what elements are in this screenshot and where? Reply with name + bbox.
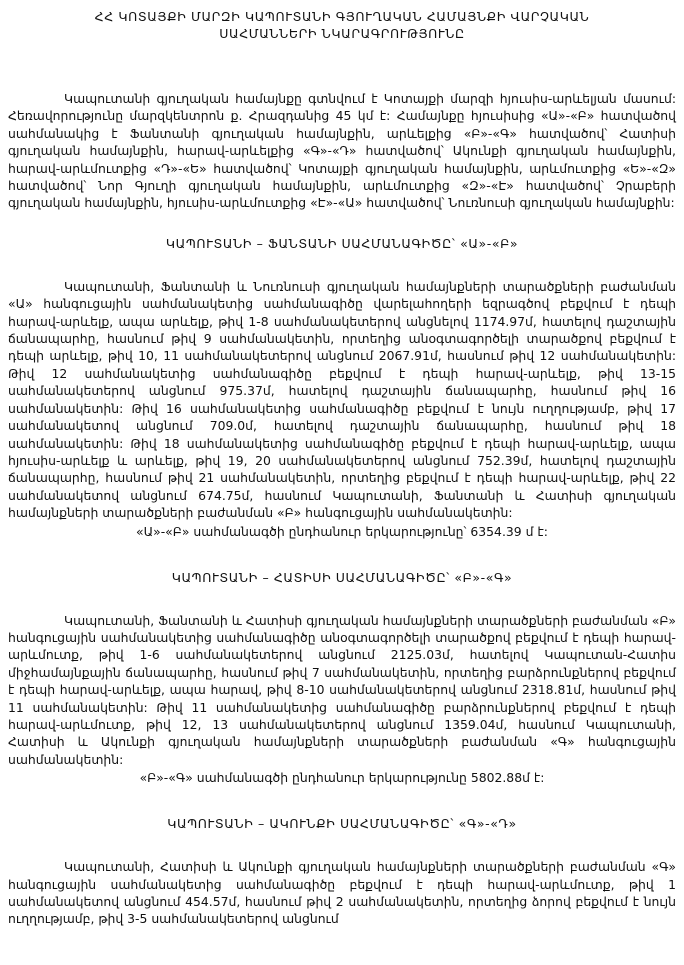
document-title-line-2: ՍԱՀՄԱՆՆԵՐԻ ՆԿԱՐԱԳՐՈՒԹՅՈՒՆԸ [219, 26, 465, 41]
section-text-b-g: Կապուտանի, Ֆանտանի և Հատիսի գյուղական համայնքների տարածքների բաժանման «Բ» հանգուցային սահմանակետից սահմանագիծը անօգտագործելի տարածքով բեքվում է դեպի հարավ-արևմուտք, թիվ 1-6 սահմանակետերով անցնում 2125.03մ, հատելով Կապուտան-Հատիս միջհամայնքային ճանապարհը, հասնում թիվ 7 սահմանակետին, որտեղից բարձրունքներով բեքվում է դեպի հարավ-արևելք, ապա հարավ, թիվ 8-10 սահմանակետերով անցնում 2318.81մ, հասնում թիվ 11 սահմանակետին: Թիվ 11 սահմանակետից սահմանագիծը բարձրունքներով բեքվում է դեպի հարավ-արևմուտք, թիվ 12, 13 սահմանակետերով անցնում 1359.04մ, հասնում Կապուտանի, Հատիսի և Ակունքի գյուղական համայնքների տարածքների բաժանման «Գ» հանգուցային սահմանակետին: [8, 612, 676, 767]
intro-paragraph: Կապուտանի գյուղական համայնքը գտնվում է Կոտայքի մարզի հյուսիս-արևելյան մասում: Հեռավորությունը մարզկենտրոն ք. Հրազդանից 45 կմ է: Համայնքը հյուսիսից «Ա»-«Բ» հատվածով սահմանակից է Ֆանտանի գյուղական համայնքին, արևելքից «Բ»-«Գ» հատվածով՝ Հատիսի գյուղական համայնքին, հարավ-արևելքից «Գ»-«Դ» հատվածով՝ Ակունքի գյուղական համայնքին, հարավ-արևմուտքից «Դ»-«Ե» հատվածով՝ Կոտայքի գյուղական համայնքին, արևմուտքից «Ե»-«Զ» հատվածով՝ Նոր Գյուղի գյուղական համայնքին, արևմուտքից «Զ»-«Է» հատվածով՝ Չրաբերի գյուղական համայնքին, հյուսիս-արևմուտքից «Է»-«Ա» հատվածով՝ Նուռնուսի գյուղական համայնքին: [8, 91, 676, 211]
section-total-b-g: «Բ»-«Գ» սահմանագծի ընդհանուր երկարությունը 5802.88մ է: [139, 770, 545, 786]
section-total-a-b: «Ա»-«Բ» սահմանագծի ընդհանուր երկարությունը՝ 6354.39 մ է: [136, 523, 548, 539]
section-heading-g-d: ԿԱՊՈՒՏԱՆԻ – ԱԿՈՒՆՔԻ ՍԱՀՄԱՆԱԳԻԾԸ՝ «Գ»-«Դ» [167, 816, 517, 832]
section-heading-b-g: ԿԱՊՈՒՏԱՆԻ – ՀԱՏԻՍԻ ՍԱՀՄԱՆԱԳԻԾԸ՝ «Բ»-«Գ» [171, 569, 513, 585]
section-text-a-b: Կապուտանի, Ֆանտանի և Նուռնուսի գյուղական համայնքների տարածքների բաժանման «Ա» հանգուցային սահմանակետից սահմանագիծը վարելահողերի եզրագծով բեքվում է դեպի հարավ-արևելք, ապա արևելք, թիվ 1-8 սահմանակետերով անցնելով 1174.97մ, հատելով դաշտային ճանապարհը, հասնում թիվ 9 սահմանակետին, որտեղից անօգտագործելի տարածքով բեքվում է դեպի արևելք, թիվ 10, 11 սահմանակետերով անցնում 2067.91մ, հասնում թիվ 12 սահմանակետին: Թիվ 12 սահմանակետից սահմանագիծը բեքվում է դեպի հարավ-արևելք, թիվ 13-15 սահմանակետերով անցնում 975.37մ, հատելով դաշտային ճանապարհը, հասնում թիվ 16 սահմանակետին: Թիվ 16 սահմանակետից սահմանագիծը բեքվում է նույն ուղղությամբ, թիվ 17 սահմանակետով անցնում 709.0մ, հատելով դաշտային ճանապարհը, հասնում թիվ 18 սահմանակետին: Թիվ 18 սահմանակետից սահմանագիծը բեքվում է դեպի հարավ-արևելք, ապա հյուսիս-արևելք և արևելք, թիվ 19, 20 սահմանակետերով անցնում 752.39մ, հատելով դաշտային ճանապարհը, հասնում թիվ 21 սահմանակետին, որտեղից բեքվում է դեպի հարավ-արևելք, թիվ 22 սահմանակետով անցնում 674.75մ, հասնում Կապուտանի, Ֆանտանի և Հատիսի գյուղական համայնքների տարածքների բաժանման «Բ» հանգուցային սահմանակետին: [8, 278, 676, 521]
document-title [8, 8, 676, 42]
document-title-line-1: ՀՀ ԿՈՏԱՅՔԻ ՄԱՐԶԻ ԿԱՊՈՒՏԱՆԻ ԳՅՈՒՂԱԿԱՆ ՀԱՄԱՅՆՔԻ ՎԱՐՉԱԿԱՆ [94, 9, 590, 24]
section-heading-a-b: ԿԱՊՈՒՏԱՆԻ – ՖԱՆՏԱՆԻ ՍԱՀՄԱՆԱԳԻԾԸ՝ «Ա»-«Բ» [165, 235, 519, 251]
section-text-g-d: Կապուտանի, Հատիսի և Ակունքի գյուղական համայնքների տարածքների բաժանման «Գ» հանգուցային սահմանակետից սահմանագիծը բեքվում է դեպի հարավ-արևմուտք, թիվ 1 սահմանակետով անցնում 454.57մ, հասնում թիվ 2 սահմանակետին, որտեղից ձորով բեքվում է նույն ուղղությամբ, թիվ 3-5 սահմանակետերով անցնում [8, 859, 676, 927]
